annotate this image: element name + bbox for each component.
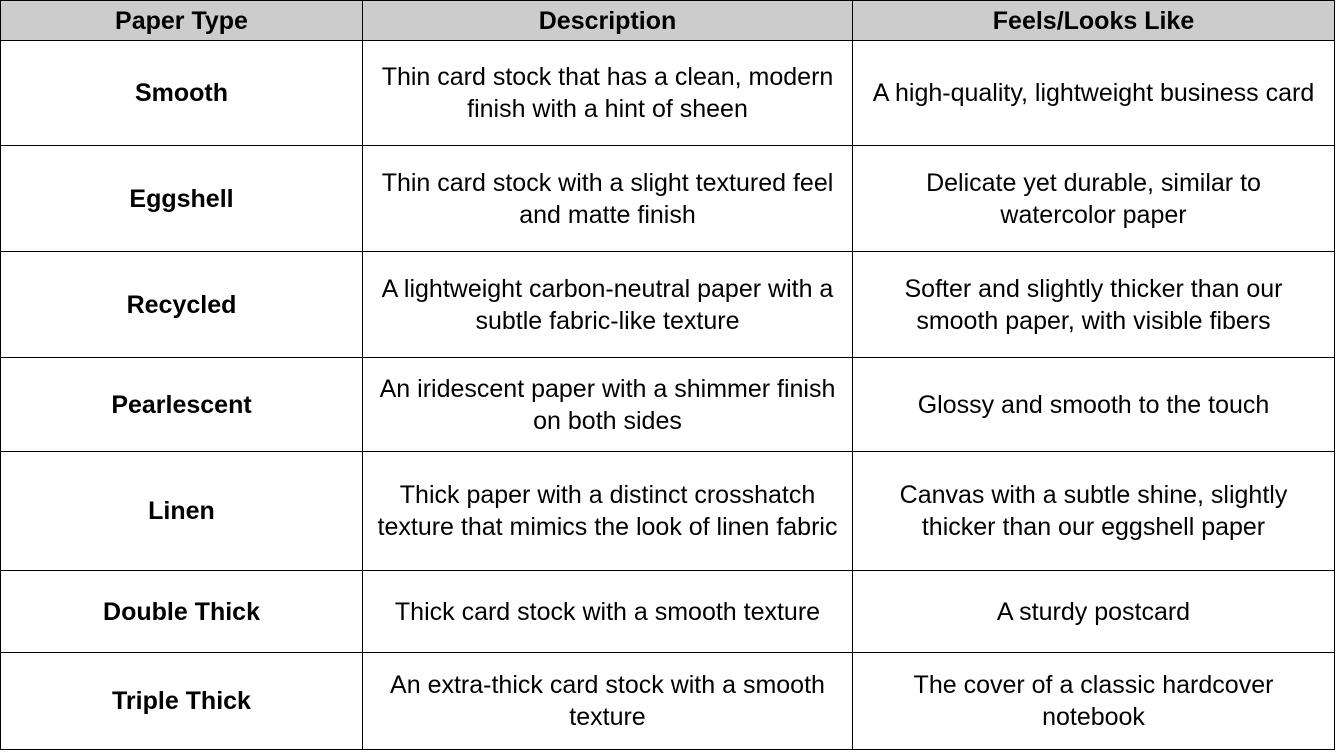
feel-cell: A high-quality, lightweight business card [853, 41, 1335, 146]
description-cell: Thick paper with a distinct crosshatch texture that mimics the look of linen fabric [363, 452, 853, 571]
table-row [1, 358, 1335, 452]
description-cell: Thin card stock with a slight textured feel and matte finish [363, 146, 853, 252]
paper-type-cell: Eggshell [1, 146, 363, 252]
description-cell: An iridescent paper with a shimmer finish on both sides [363, 358, 853, 452]
table-header-row [1, 1, 1335, 41]
column-header-paper-type: Paper Type [1, 1, 363, 41]
table-row [1, 653, 1335, 750]
paper-type-cell: Double Thick [1, 571, 363, 653]
table-row [1, 146, 1335, 252]
table-row [1, 252, 1335, 358]
paper-type-cell: Pearlescent [1, 358, 363, 452]
feel-cell: The cover of a classic hardcover notebook [853, 653, 1335, 750]
table-row [1, 41, 1335, 146]
paper-type-cell: Linen [1, 452, 363, 571]
paper-type-cell: Triple Thick [1, 653, 363, 750]
column-header-description: Description [363, 1, 853, 41]
feel-cell: Canvas with a subtle shine, slightly thicker than our eggshell paper [853, 452, 1335, 571]
description-cell: Thin card stock that has a clean, modern finish with a hint of sheen [363, 41, 853, 146]
description-cell: Thick card stock with a smooth texture [363, 571, 853, 653]
feel-cell: A sturdy postcard [853, 571, 1335, 653]
feel-cell: Delicate yet durable, similar to watercolor paper [853, 146, 1335, 252]
feel-cell: Softer and slightly thicker than our smooth paper, with visible fibers [853, 252, 1335, 358]
paper-type-cell: Recycled [1, 252, 363, 358]
paper-type-cell: Smooth [1, 41, 363, 146]
feel-cell: Glossy and smooth to the touch [853, 358, 1335, 452]
column-header-feels-looks-like: Feels/Looks Like [853, 1, 1335, 41]
table-row [1, 571, 1335, 653]
description-cell: An extra-thick card stock with a smooth texture [363, 653, 853, 750]
description-cell: A lightweight carbon-neutral paper with a subtle fabric-like texture [363, 252, 853, 358]
table-row [1, 452, 1335, 571]
